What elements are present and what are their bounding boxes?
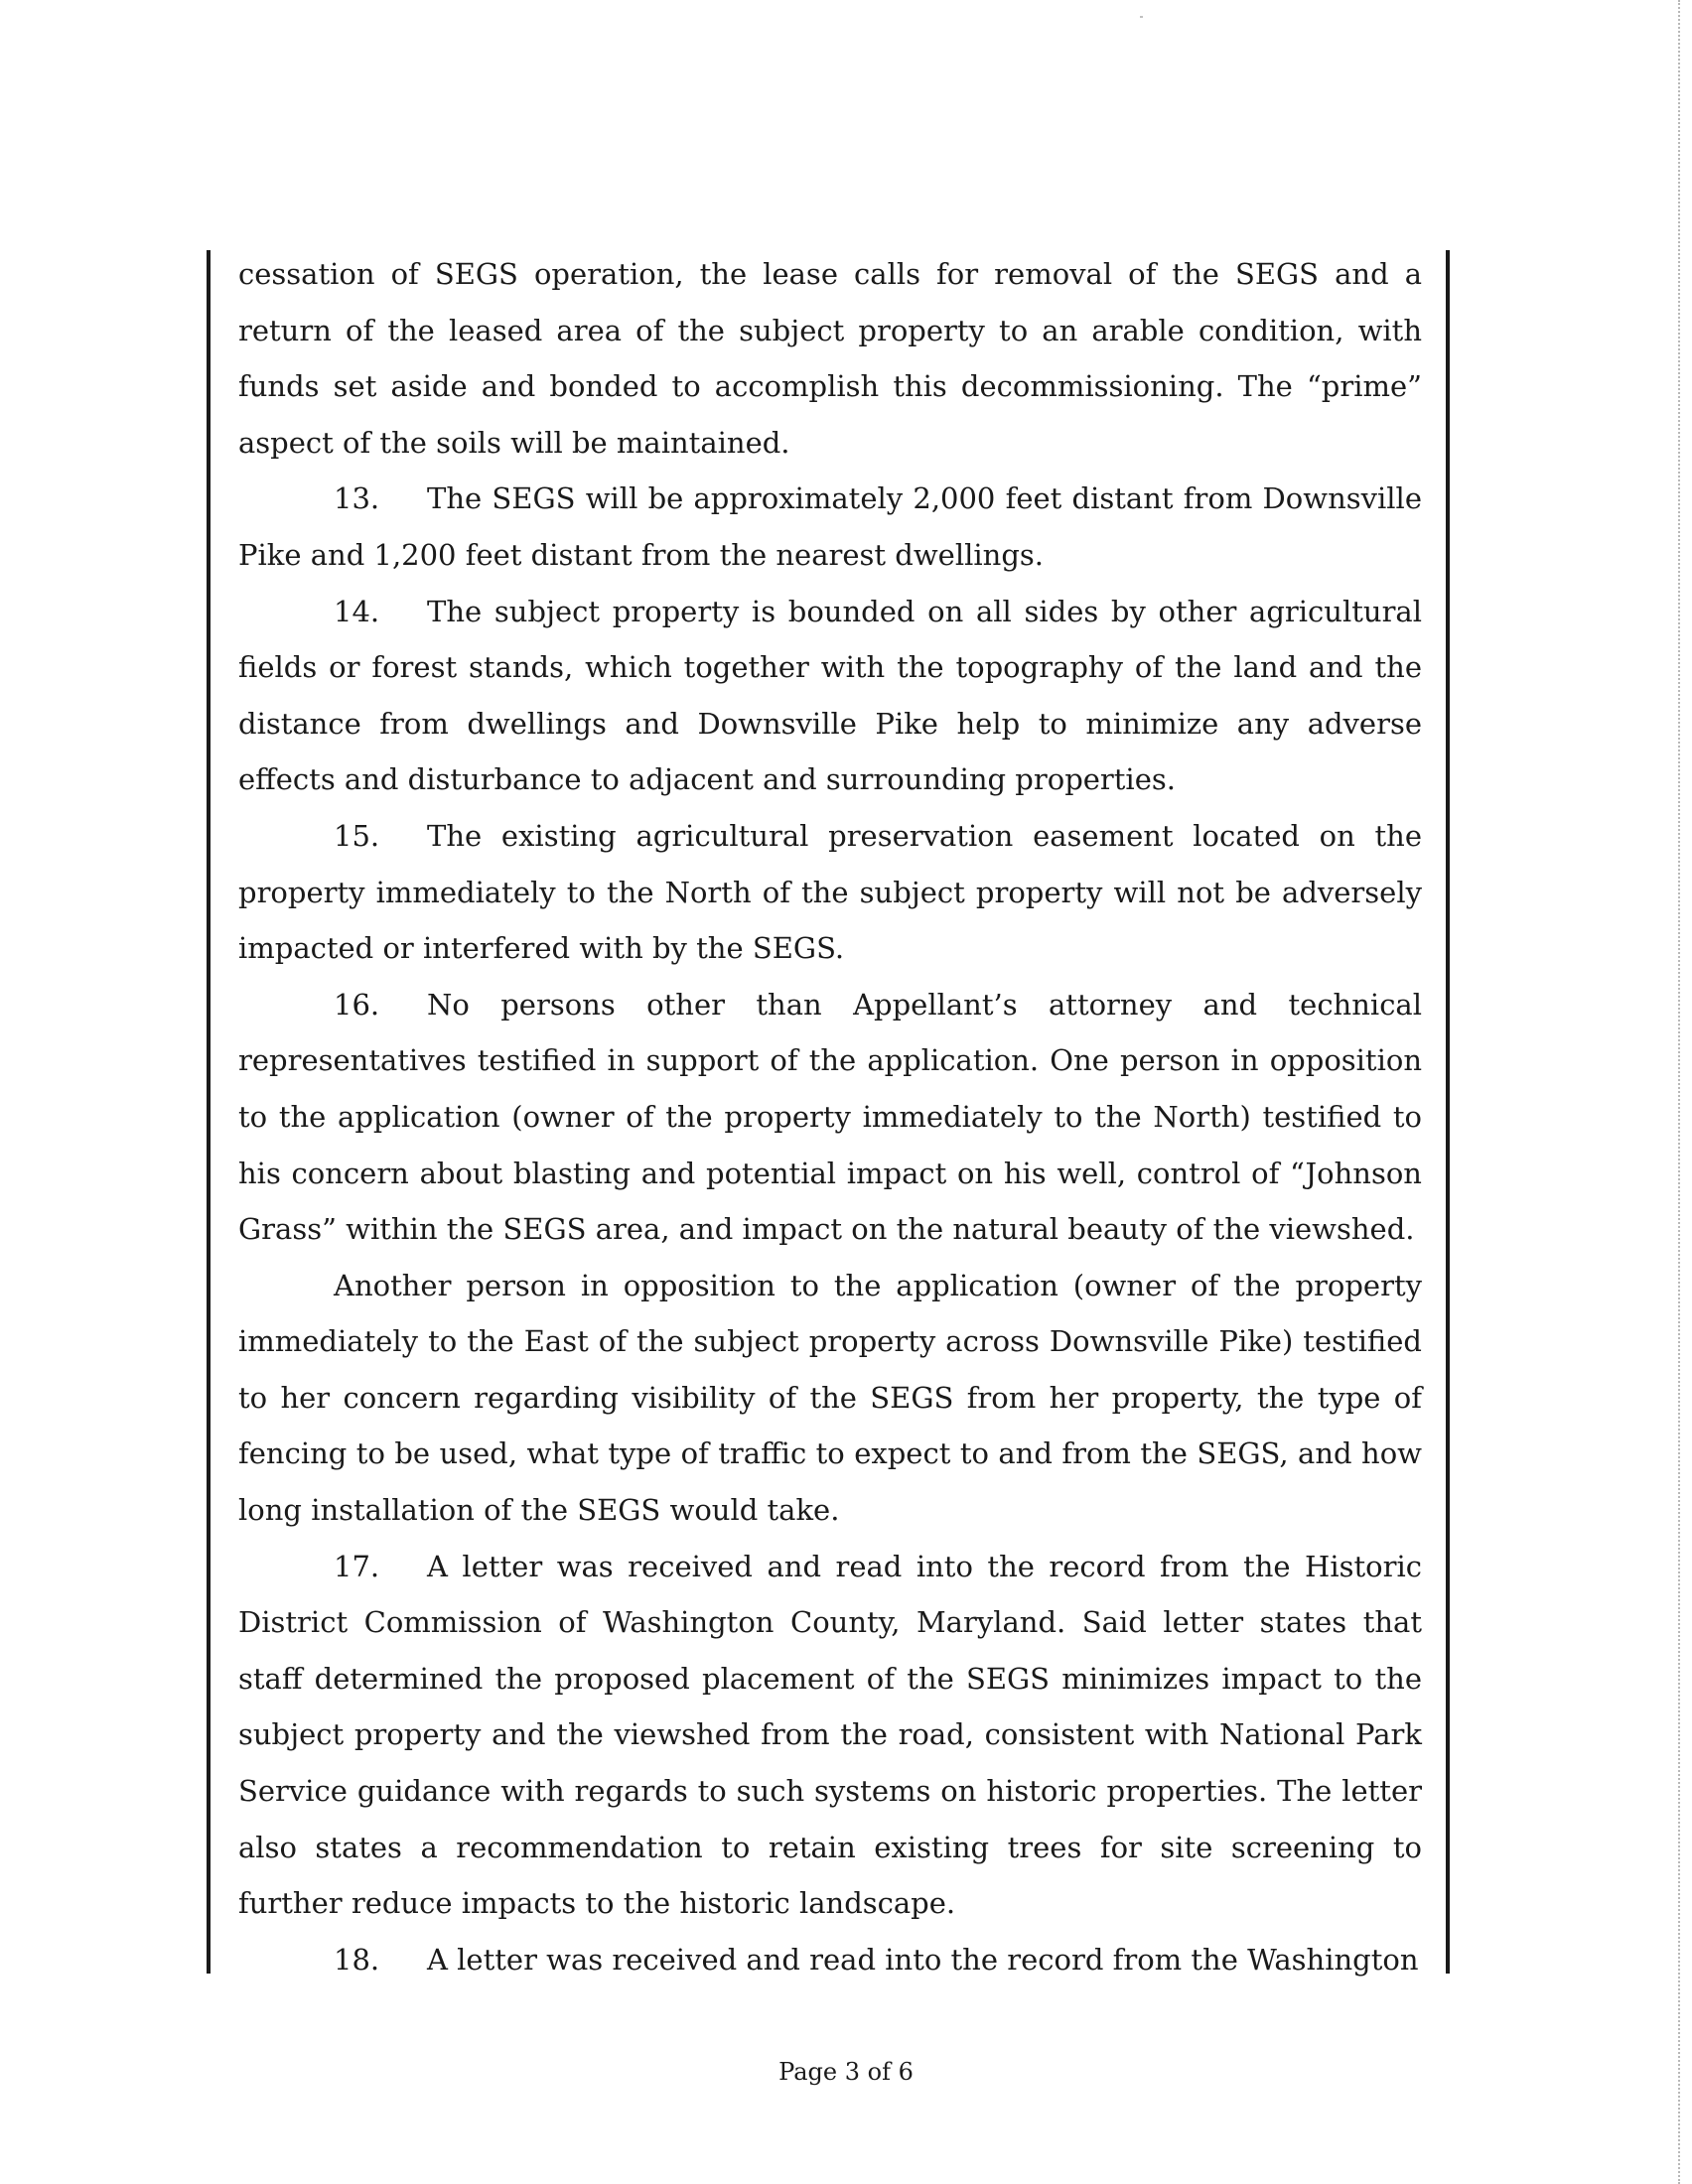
paragraph-text: A letter was received and read into the record from the Washington — [427, 1942, 1419, 1977]
paragraph-13 — [238, 471, 1422, 583]
page-footer — [0, 2057, 1692, 2087]
paragraph-number: 16. — [334, 987, 380, 1022]
scan-artifact — [1140, 16, 1143, 18]
paragraph-text: cessation of SEGS operation, the lease calls for removal of the SEGS and a return of the leased area of the subject property to an arable condition, with funds set aside and bonded to accomplish this decommissioning. The “prime” aspect of the soils will be maintained. — [238, 257, 1422, 460]
paragraph-14 — [238, 584, 1422, 808]
paragraph-text: The subject property is bounded on all sides by other agricultural fields or forest stands, which together with the topography of the land and the distance from dwellings and Downsville Pike help to minimize any adverse effects and disturbance to adjacent and surrounding properties. — [238, 594, 1422, 797]
paragraph-text: The SEGS will be approximately 2,000 feet distant from Downsville Pike and 1,200 feet distant from the nearest dwellings. — [238, 481, 1422, 572]
revision-bar-left — [207, 250, 211, 1974]
page-number: Page 3 of 6 — [778, 2058, 914, 2086]
paragraph-text: The existing agricultural preservation easement located on the property immediately to the North of the subject property will not be adversely impacted or interfered with by the SEGS. — [238, 818, 1422, 966]
paragraph-16 — [238, 977, 1422, 1258]
paragraph-15 — [238, 808, 1422, 977]
paragraph-17 — [238, 1539, 1422, 1932]
scan-edge-line — [1678, 0, 1680, 2184]
paragraph-number: 15. — [334, 818, 380, 853]
paragraph-text: A letter was received and read into the record from the Historic District Commission of Washington County, Maryland. Said letter states that staff determined the proposed placement of the SEGS minimizes impact to the subject property and the viewshed from the road, consistent with National Park Service guidance with regards to such systems on historic properties. The letter also states a recommendation to retain existing trees for site screening to further reduce impacts to the historic landscape. — [238, 1549, 1422, 1921]
paragraph-text: Another person in opposition to the application (owner of the property immediately to the East of the subject property across Downsville Pike) testified to her concern regarding visibility of the SEGS from her property, the type of fencing to be used, what type of traffic to expect to and from the SEGS, and how long installation of the SEGS would take. — [238, 1268, 1422, 1528]
body-text — [238, 246, 1422, 1987]
paragraph-text: No persons other than Appellant’s attorney and technical representatives testified in support of the application. One person in opposition to the application (owner of the property immediately to the North) testified to his concern about blasting and potential impact on his well, control of “Johnson Grass” within the SEGS area, and impact on the natural beauty of the viewshed. — [238, 987, 1422, 1247]
paragraph-number: 17. — [334, 1549, 380, 1583]
paragraph-continuation — [238, 246, 1422, 471]
paragraph-number: 18. — [334, 1942, 380, 1977]
paragraph-number: 14. — [334, 594, 380, 628]
paragraph-18 — [238, 1932, 1422, 1988]
paragraph-16-continued — [238, 1258, 1422, 1539]
paragraph-number: 13. — [334, 481, 380, 516]
revision-bar-right — [1446, 250, 1450, 1974]
